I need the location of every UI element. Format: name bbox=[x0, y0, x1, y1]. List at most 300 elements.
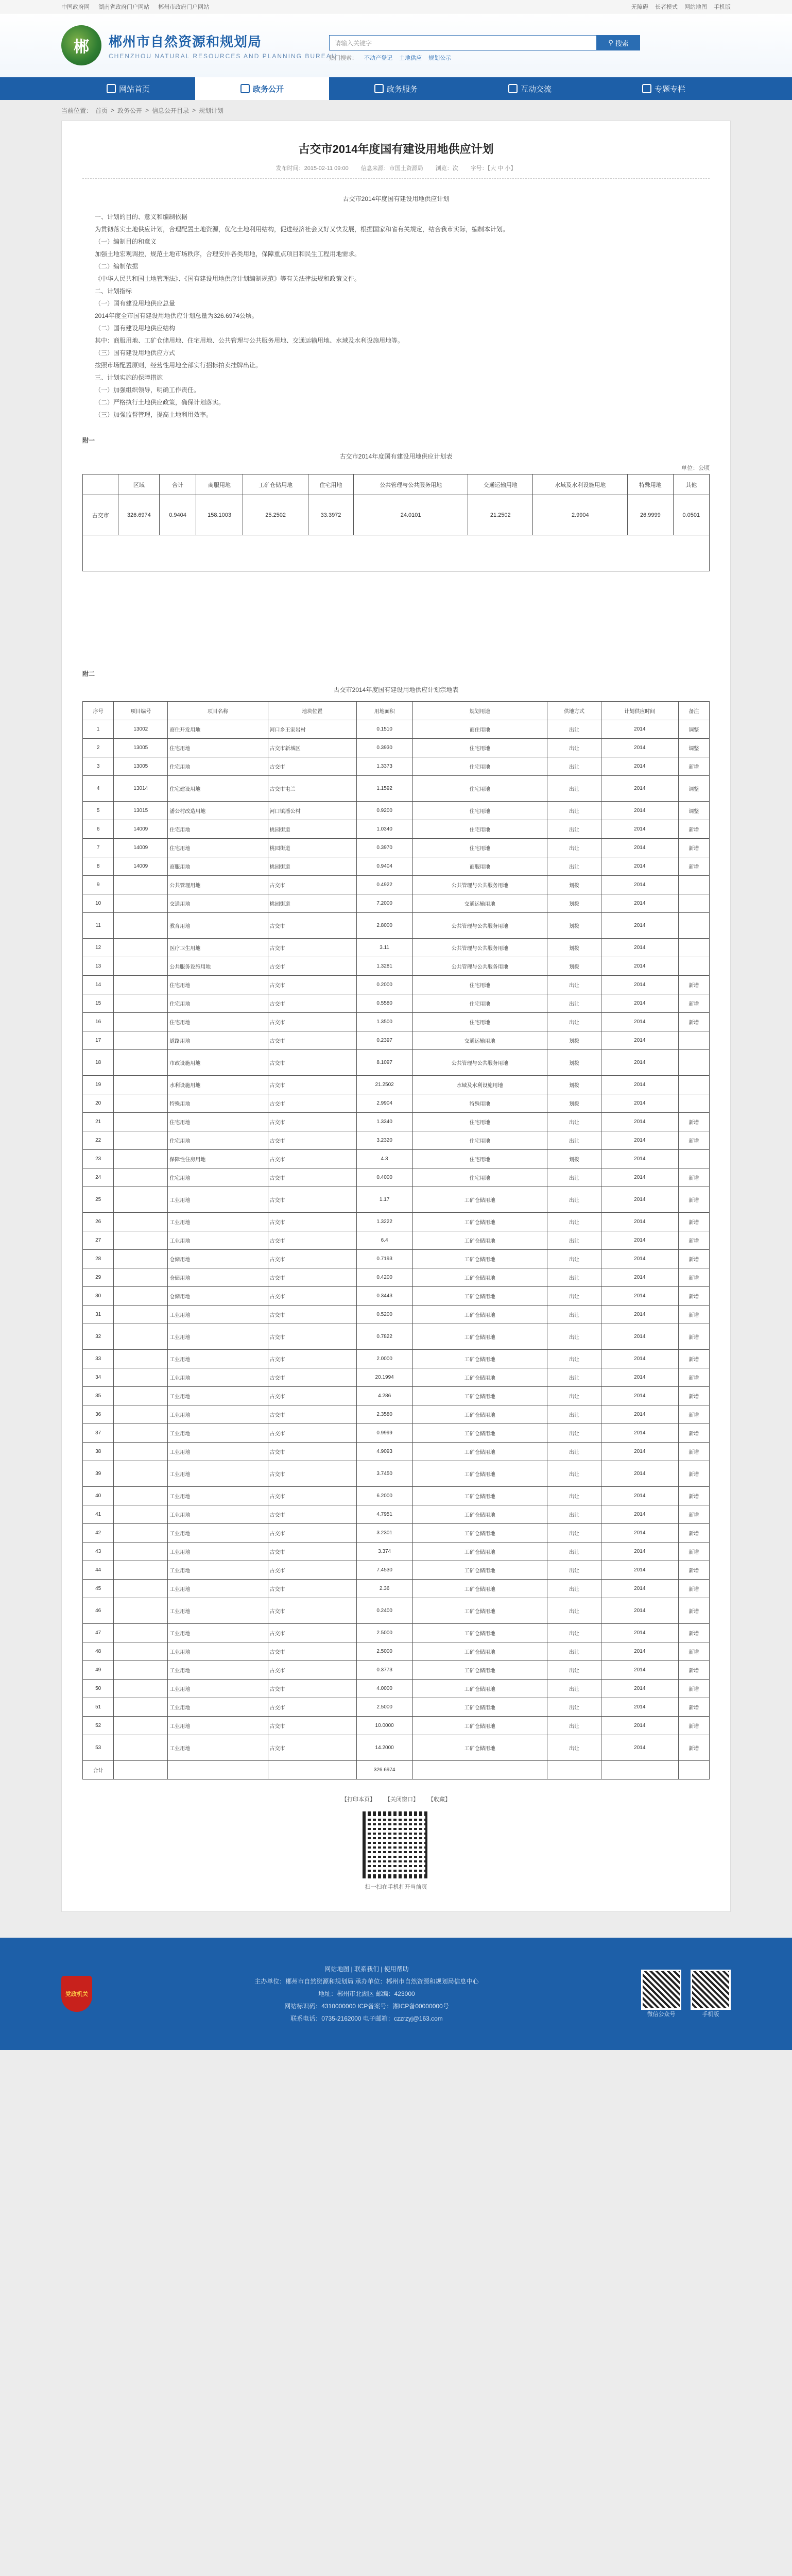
table2-cell: 24 bbox=[83, 1168, 114, 1187]
table-row bbox=[83, 1524, 710, 1543]
table2-cell: 13 bbox=[83, 957, 114, 976]
crumb-item[interactable]: 信息公开目录 bbox=[152, 107, 190, 114]
top-link[interactable]: 湖南省政府门户网站 bbox=[98, 4, 150, 10]
table-row bbox=[83, 1094, 710, 1113]
table2-cell: 新增 bbox=[678, 1350, 709, 1368]
table2-cell: 商住用地 bbox=[412, 720, 547, 739]
table2-cell: 新增 bbox=[678, 1324, 709, 1350]
table2-cell: 新增 bbox=[678, 757, 709, 776]
table2-cell bbox=[114, 1094, 168, 1113]
article-paragraph: 按照市场配置原则，经营性用地全部实行招标拍卖挂牌出让。 bbox=[95, 362, 262, 369]
table2-cell: 出让 bbox=[547, 1168, 601, 1187]
table2-cell: 工业用地 bbox=[168, 1350, 268, 1368]
table2-cell bbox=[114, 1013, 168, 1031]
table2-cell: 出让 bbox=[547, 1561, 601, 1580]
footer-qr-codes bbox=[641, 1970, 731, 2018]
table-row bbox=[83, 1287, 710, 1306]
table2-cell: 古交市 bbox=[268, 1368, 356, 1387]
table2-cell: 6.4 bbox=[356, 1231, 412, 1250]
table2-cell: 4 bbox=[83, 776, 114, 802]
table2-cell: 古交市 bbox=[268, 1524, 356, 1543]
hot-word[interactable]: 土地供应 bbox=[399, 55, 422, 61]
table2-cell: 新增 bbox=[678, 1717, 709, 1735]
top-link[interactable]: 中国政府网 bbox=[61, 4, 90, 10]
table1-cell: 24.0101 bbox=[354, 495, 468, 535]
meta-date: 发布时间：2015-02-11 09:00 bbox=[276, 165, 349, 172]
table2-cell: 交通运输用地 bbox=[412, 894, 547, 913]
table2-cell: 住宅用地 bbox=[168, 757, 268, 776]
crumb-home[interactable]: 首页 bbox=[95, 107, 108, 114]
table2-cell: 2014 bbox=[601, 1524, 678, 1543]
main-nav bbox=[0, 77, 792, 100]
table2-cell: 2.36 bbox=[356, 1580, 412, 1598]
table2-cell: 5 bbox=[83, 802, 114, 820]
article-paragraph: （一）编制目的和意义 bbox=[95, 238, 157, 245]
table2-cell: 0.9404 bbox=[356, 857, 412, 876]
table2-cell: 2014 bbox=[601, 1717, 678, 1735]
attachment-2-label: 附二 bbox=[82, 670, 95, 677]
table2-cell: 工业用地 bbox=[168, 1187, 268, 1213]
table2-cell: 古交市 bbox=[268, 1076, 356, 1094]
table2-cell: 2.8000 bbox=[356, 913, 412, 939]
table2-cell: 公共管理与公共服务用地 bbox=[412, 957, 547, 976]
table2-cell: 古交市 bbox=[268, 1268, 356, 1287]
table2-cell: 新增 bbox=[678, 1131, 709, 1150]
table2-cell: 住宅用地 bbox=[168, 1168, 268, 1187]
table2-cell bbox=[114, 1250, 168, 1268]
table2-cell: 2014 bbox=[601, 1624, 678, 1642]
table2-cell bbox=[678, 1094, 709, 1113]
table2-cell: 古交市 bbox=[268, 1050, 356, 1076]
table2-cell: 新增 bbox=[678, 1698, 709, 1717]
nav-label: 专题专栏 bbox=[654, 84, 685, 94]
table2-cell: 住宅用地 bbox=[412, 1150, 547, 1168]
table2-cell: 出让 bbox=[547, 1324, 601, 1350]
table1-header: 特殊用地 bbox=[628, 474, 673, 495]
table1-header: 住宅用地 bbox=[308, 474, 353, 495]
table1-cell: 326.6974 bbox=[118, 495, 160, 535]
table2-cell: 51 bbox=[83, 1698, 114, 1717]
hot-word[interactable]: 不动产登记 bbox=[364, 55, 393, 61]
table2-cell bbox=[114, 1735, 168, 1761]
table2-cell: 6.2000 bbox=[356, 1487, 412, 1505]
table2-cell: 2.0000 bbox=[356, 1350, 412, 1368]
table2-cell: 0.4200 bbox=[356, 1268, 412, 1287]
table2-cell bbox=[678, 1761, 709, 1780]
table2-cell: 9 bbox=[83, 876, 114, 894]
table2-cell: 4.3 bbox=[356, 1150, 412, 1168]
crumb-item[interactable]: 政务公开 bbox=[117, 107, 143, 114]
table2-cell: 13005 bbox=[114, 757, 168, 776]
sitemap-link[interactable]: 网站地图 bbox=[684, 4, 707, 10]
table2-cell bbox=[114, 1387, 168, 1405]
table2-cell: 新增 bbox=[678, 857, 709, 876]
table2-cell: 划拨 bbox=[547, 1031, 601, 1050]
table2-cell: 商服用地 bbox=[168, 857, 268, 876]
attachment-1-label: 附一 bbox=[82, 437, 95, 444]
table2-cell bbox=[678, 876, 709, 894]
table2-cell: 新增 bbox=[678, 1680, 709, 1698]
table2-cell: 2014 bbox=[601, 1168, 678, 1187]
table2-cell bbox=[114, 1717, 168, 1735]
table2-cell: 2014 bbox=[601, 1187, 678, 1213]
table2-cell bbox=[114, 1761, 168, 1780]
table2-cell: 2014 bbox=[601, 1543, 678, 1561]
accessibility-link[interactable]: 无障碍 bbox=[631, 4, 648, 10]
table2-header: 备注 bbox=[678, 702, 709, 720]
table2-cell: 古交市 bbox=[268, 1661, 356, 1680]
article-paragraph: （三）加强监督管理，提高土地利用效率。 bbox=[95, 411, 213, 418]
table2-cell: 出让 bbox=[547, 1443, 601, 1461]
table-row bbox=[83, 957, 710, 976]
table2-cell: 1.1592 bbox=[356, 776, 412, 802]
table2-cell: 工矿仓储用地 bbox=[412, 1524, 547, 1543]
table2-cell bbox=[114, 1505, 168, 1524]
table2-cell: 古交市 bbox=[268, 1150, 356, 1168]
nav-label: 网站首页 bbox=[118, 84, 150, 94]
hot-words bbox=[329, 54, 640, 62]
table2-cell: 2014 bbox=[601, 1076, 678, 1094]
favorite-link[interactable]: 【收藏】 bbox=[428, 1797, 451, 1803]
footer-line: 网站标识码：4310000000 ICP备案号：湘ICP备00000000号 bbox=[284, 2003, 449, 2010]
table2-cell: 2014 bbox=[601, 1131, 678, 1150]
table2-cell: 古交市 bbox=[268, 1250, 356, 1268]
table2-cell bbox=[114, 1580, 168, 1598]
service-icon bbox=[374, 84, 384, 93]
table-row bbox=[83, 1368, 710, 1387]
article-paragraph: 三、计划实施的保障措施 bbox=[95, 374, 163, 381]
table2-cell: 新增 bbox=[678, 1306, 709, 1324]
table-row bbox=[83, 802, 710, 820]
table1-cell: 21.2502 bbox=[468, 495, 533, 535]
table2-cell: 14009 bbox=[114, 820, 168, 839]
table-row bbox=[83, 1050, 710, 1076]
table2-cell: 新增 bbox=[678, 1250, 709, 1268]
table2-cell: 工业用地 bbox=[168, 1324, 268, 1350]
table2-cell bbox=[114, 1443, 168, 1461]
table2-cell: 出让 bbox=[547, 820, 601, 839]
table2-cell: 住宅用地 bbox=[412, 739, 547, 757]
table2-cell: 工业用地 bbox=[168, 1424, 268, 1443]
table2-cell: 住宅用地 bbox=[412, 1113, 547, 1131]
table2-cell: 0.2400 bbox=[356, 1598, 412, 1624]
table2-cell: 出让 bbox=[547, 1642, 601, 1661]
table2-cell: 出让 bbox=[547, 839, 601, 857]
nav-interaction[interactable] bbox=[463, 77, 597, 100]
qr-code-icon bbox=[691, 1970, 731, 2010]
table2-cell: 4.9093 bbox=[356, 1443, 412, 1461]
table-row bbox=[83, 1131, 710, 1150]
table2-cell bbox=[114, 1424, 168, 1443]
wechat-qr bbox=[641, 1970, 681, 2018]
article-paragraph: 一、计划的目的、意义和编制依据 bbox=[95, 213, 188, 221]
table2-cell: 古交市 bbox=[268, 1324, 356, 1350]
table2-cell: 市政设施用地 bbox=[168, 1050, 268, 1076]
table2-cell: 古交市 bbox=[268, 1387, 356, 1405]
table2-cell: 工矿仓储用地 bbox=[412, 1387, 547, 1405]
table2-cell: 桃园街道 bbox=[268, 894, 356, 913]
nav-gov-affairs[interactable] bbox=[195, 77, 329, 100]
page-qr-code-icon bbox=[363, 1811, 429, 1878]
table2-cell: 合计 bbox=[83, 1761, 114, 1780]
print-link[interactable]: 【打印本页】 bbox=[341, 1797, 375, 1803]
table2-cell: 2014 bbox=[601, 957, 678, 976]
table2-cell: 新增 bbox=[678, 1287, 709, 1306]
table-row bbox=[83, 1076, 710, 1094]
table2-cell bbox=[114, 1213, 168, 1231]
table2-cell: 出让 bbox=[547, 1661, 601, 1680]
table2-cell: 47 bbox=[83, 1624, 114, 1642]
table2-cell: 工矿仓储用地 bbox=[412, 1543, 547, 1561]
table2-cell: 潘公村改造用地 bbox=[168, 802, 268, 820]
table2-cell: 2014 bbox=[601, 1505, 678, 1524]
hot-word[interactable]: 规划公示 bbox=[428, 55, 452, 61]
table2-cell: 仓储用地 bbox=[168, 1250, 268, 1268]
gov-badge-icon[interactable]: 党政机关 bbox=[61, 1976, 92, 2012]
table2-cell: 工业用地 bbox=[168, 1561, 268, 1580]
table2-cell: 公共管理用地 bbox=[168, 876, 268, 894]
mobile-qr bbox=[691, 1970, 731, 2018]
table2-cell: 3 bbox=[83, 757, 114, 776]
table2-cell: 工矿仓储用地 bbox=[412, 1187, 547, 1213]
table-row bbox=[83, 839, 710, 857]
elder-mode-link[interactable]: 长者模式 bbox=[655, 4, 678, 10]
table2-cell: 古交市 bbox=[268, 876, 356, 894]
article-paragraph: 《中华人民共和国土地管理法》、《国有建设用地供应计划编制规范》等有关法律法规和政策文件。 bbox=[95, 275, 361, 282]
table2-cell: 工矿仓储用地 bbox=[412, 1324, 547, 1350]
article bbox=[61, 121, 731, 1912]
table2-cell bbox=[114, 1031, 168, 1050]
table2-cell: 新增 bbox=[678, 1405, 709, 1424]
table2-cell: 新增 bbox=[678, 1231, 709, 1250]
table2-cell: 住宅用地 bbox=[412, 839, 547, 857]
table2-cell: 4.0000 bbox=[356, 1680, 412, 1698]
table2-cell: 交通用地 bbox=[168, 894, 268, 913]
table2-header: 项目名称 bbox=[168, 702, 268, 720]
table2-cell: 古交市 bbox=[268, 1624, 356, 1642]
table-row bbox=[83, 1350, 710, 1368]
table2-cell: 工矿仓储用地 bbox=[412, 1405, 547, 1424]
article-paragraph: 2014年度全市国有建设用地供应计划总量为326.6974公顷。 bbox=[95, 312, 258, 319]
table2-cell: 14009 bbox=[114, 857, 168, 876]
table2-cell: 新增 bbox=[678, 1213, 709, 1231]
table2-cell: 出让 bbox=[547, 1268, 601, 1287]
table2-cell: 新增 bbox=[678, 1487, 709, 1505]
table-row bbox=[83, 1405, 710, 1424]
table2-cell bbox=[114, 976, 168, 994]
table1-header: 合计 bbox=[160, 474, 196, 495]
crumb-sep: > bbox=[192, 107, 196, 114]
table2-cell: 古交市 bbox=[268, 1424, 356, 1443]
table2-cell: 2014 bbox=[601, 1368, 678, 1387]
table1-unit: 单位：公顷 bbox=[681, 465, 710, 471]
site-footer bbox=[0, 1938, 792, 2050]
table2-cell: 0.3970 bbox=[356, 839, 412, 857]
table2-cell: 工矿仓储用地 bbox=[412, 1624, 547, 1642]
table2-cell: 古交市屯兰 bbox=[268, 776, 356, 802]
table2-cell: 工业用地 bbox=[168, 1405, 268, 1424]
table2-cell: 工业用地 bbox=[168, 1543, 268, 1561]
table2-cell: 保障性住房用地 bbox=[168, 1150, 268, 1168]
table2-cell: 2014 bbox=[601, 994, 678, 1013]
table2-cell: 出让 bbox=[547, 1735, 601, 1761]
table2-cell: 31 bbox=[83, 1306, 114, 1324]
table2-cell: 工业用地 bbox=[168, 1580, 268, 1598]
nav-services[interactable] bbox=[329, 77, 463, 100]
table2-cell: 调整 bbox=[678, 776, 709, 802]
table2-cell: 48 bbox=[83, 1642, 114, 1661]
table-row bbox=[83, 1187, 710, 1213]
table2-cell bbox=[114, 1698, 168, 1717]
table2-cell: 住宅用地 bbox=[168, 739, 268, 757]
table2-cell bbox=[114, 1543, 168, 1561]
table2-cell: 2014 bbox=[601, 776, 678, 802]
table2-cell bbox=[114, 1324, 168, 1350]
table2-cell: 2014 bbox=[601, 1150, 678, 1168]
table2-cell: 公共管理与公共服务用地 bbox=[412, 913, 547, 939]
home-icon bbox=[107, 84, 116, 93]
table2-cell: 15 bbox=[83, 994, 114, 1013]
table2-cell: 划拨 bbox=[547, 957, 601, 976]
footer-links[interactable]: 网站地图 | 联系我们 | 使用帮助 bbox=[324, 1965, 409, 1973]
article-paragraph: 二、计划指标 bbox=[95, 287, 132, 295]
table2-cell: 出让 bbox=[547, 1698, 601, 1717]
table2-cell: 2014 bbox=[601, 1268, 678, 1287]
table2-cell: 出让 bbox=[547, 1424, 601, 1443]
table2-cell: 商服用地 bbox=[412, 857, 547, 876]
table2-cell: 2014 bbox=[601, 1735, 678, 1761]
table2-cell: 古交市 bbox=[268, 1735, 356, 1761]
table-row bbox=[83, 1443, 710, 1461]
table2-cell: 工矿仓储用地 bbox=[412, 1306, 547, 1324]
table2-cell: 新增 bbox=[678, 1543, 709, 1561]
font-size-switch[interactable]: 字号：【大 中 小】 bbox=[470, 165, 516, 172]
table-row bbox=[83, 1213, 710, 1231]
table2-cell: 工业用地 bbox=[168, 1698, 268, 1717]
table2-cell: 出让 bbox=[547, 1505, 601, 1524]
table2-cell: 2014 bbox=[601, 757, 678, 776]
table2-cell: 古交市 bbox=[268, 1350, 356, 1368]
table-row bbox=[83, 1461, 710, 1487]
table2-cell: 4.7951 bbox=[356, 1505, 412, 1524]
table2-cell: 42 bbox=[83, 1524, 114, 1543]
table2-cell: 40 bbox=[83, 1487, 114, 1505]
nav-topics[interactable] bbox=[597, 77, 731, 100]
table2-cell: 8 bbox=[83, 857, 114, 876]
table2-cell: 道路用地 bbox=[168, 1031, 268, 1050]
table2-cell: 水利设施用地 bbox=[168, 1076, 268, 1094]
meta-views: 浏览：次 bbox=[435, 165, 458, 172]
table2-cell: 古交市 bbox=[268, 1131, 356, 1150]
logo-text bbox=[109, 31, 337, 60]
table-row bbox=[83, 1505, 710, 1524]
table2-cell: 2014 bbox=[601, 1324, 678, 1350]
crumb-item[interactable]: 规划计划 bbox=[199, 107, 224, 114]
table2-cell: 桃园街道 bbox=[268, 820, 356, 839]
table2-cell: 21.2502 bbox=[356, 1076, 412, 1094]
site-title[interactable]: 郴州市自然资源和规划局 bbox=[109, 33, 262, 49]
logo-emblem-icon[interactable]: 郴 bbox=[61, 25, 101, 65]
table2-cell: 0.2000 bbox=[356, 976, 412, 994]
table2-cell: 工矿仓储用地 bbox=[412, 1213, 547, 1231]
table2-cell: 44 bbox=[83, 1561, 114, 1580]
table2-cell: 住宅用地 bbox=[168, 994, 268, 1013]
table2-cell: 2.3580 bbox=[356, 1405, 412, 1424]
table2-cell: 住宅用地 bbox=[168, 1113, 268, 1131]
table2-cell: 2014 bbox=[601, 1698, 678, 1717]
table2-cell: 出让 bbox=[547, 739, 601, 757]
table2-cell: 4.286 bbox=[356, 1387, 412, 1405]
table2-cell: 仓储用地 bbox=[168, 1287, 268, 1306]
search-button[interactable] bbox=[597, 35, 640, 50]
table2-cell: 划拨 bbox=[547, 1050, 601, 1076]
table-row bbox=[83, 820, 710, 839]
table2-cell: 住宅用地 bbox=[412, 1168, 547, 1187]
table2-cell: 调整 bbox=[678, 802, 709, 820]
table1-header: 交通运输用地 bbox=[468, 474, 533, 495]
table2-cell: 2.9904 bbox=[356, 1094, 412, 1113]
table1-header: 公共管理与公共服务用地 bbox=[354, 474, 468, 495]
table2-cell: 新增 bbox=[678, 1187, 709, 1213]
nav-home[interactable] bbox=[61, 77, 195, 100]
table2-cell: 工业用地 bbox=[168, 1461, 268, 1487]
table2-cell: 7.4530 bbox=[356, 1561, 412, 1580]
table2-cell: 调整 bbox=[678, 739, 709, 757]
close-window-link[interactable]: 【关闭窗口】 bbox=[385, 1797, 419, 1803]
table2-cell: 出让 bbox=[547, 757, 601, 776]
mobile-link[interactable]: 手机版 bbox=[714, 4, 731, 10]
table2-cell: 古交市 bbox=[268, 939, 356, 957]
table2-cell bbox=[114, 1050, 168, 1076]
table2-cell: 工矿仓储用地 bbox=[412, 1680, 547, 1698]
table2-cell: 20.1994 bbox=[356, 1368, 412, 1387]
article-paragraph: （三）国有建设用地供应方式 bbox=[95, 349, 176, 357]
table-row bbox=[83, 1642, 710, 1661]
table2-cell: 住宅用地 bbox=[412, 776, 547, 802]
table2-cell: 工矿仓储用地 bbox=[412, 1735, 547, 1761]
table2-cell: 古交市 bbox=[268, 1717, 356, 1735]
table2-cell: 0.3930 bbox=[356, 739, 412, 757]
table2-cell bbox=[678, 913, 709, 939]
search-input[interactable] bbox=[329, 35, 597, 50]
table2-cell: 工业用地 bbox=[168, 1735, 268, 1761]
table2-cell: 3.11 bbox=[356, 939, 412, 957]
table2-cell: 古交市 bbox=[268, 1187, 356, 1213]
table2-cell: 古交市 bbox=[268, 1543, 356, 1561]
article-paragraph: 为贯彻落实土地供应计划，合理配置土地资源，优化土地利用结构，促进经济社会又好又快发展，根据国家和省有关规定，结合我市实际，编制本计划。 bbox=[95, 226, 509, 233]
table2-cell bbox=[268, 1761, 356, 1780]
table2-cell: 古交市 bbox=[268, 913, 356, 939]
search-area bbox=[329, 35, 640, 62]
top-link[interactable]: 郴州市政府门户网站 bbox=[158, 4, 210, 10]
table2-cell: 工业用地 bbox=[168, 1487, 268, 1505]
table-row bbox=[83, 1031, 710, 1050]
table2-cell: 住宅用地 bbox=[412, 802, 547, 820]
table2-cell: 水域及水利设施用地 bbox=[412, 1076, 547, 1094]
table2-cell: 2014 bbox=[601, 1031, 678, 1050]
table2-cell: 划拨 bbox=[547, 1076, 601, 1094]
table1-title: 古交市2014年度国有建设用地供应计划表 bbox=[339, 453, 453, 460]
table2-cell: 古交市 bbox=[268, 1443, 356, 1461]
table2-cell: 住宅用地 bbox=[412, 1013, 547, 1031]
table2-cell: 住宅用地 bbox=[412, 994, 547, 1013]
table2-cell: 28 bbox=[83, 1250, 114, 1268]
article-paragraph: 加强土地宏观调控，规范土地市场秩序，合理安排各类用地，保障重点项目和民生工程用地需求。 bbox=[95, 250, 361, 258]
table2-cell: 古交市 bbox=[268, 1094, 356, 1113]
table2-cell: 古交市 bbox=[268, 1231, 356, 1250]
table2-cell: 工矿仓储用地 bbox=[412, 1461, 547, 1487]
top-bar bbox=[0, 0, 792, 13]
